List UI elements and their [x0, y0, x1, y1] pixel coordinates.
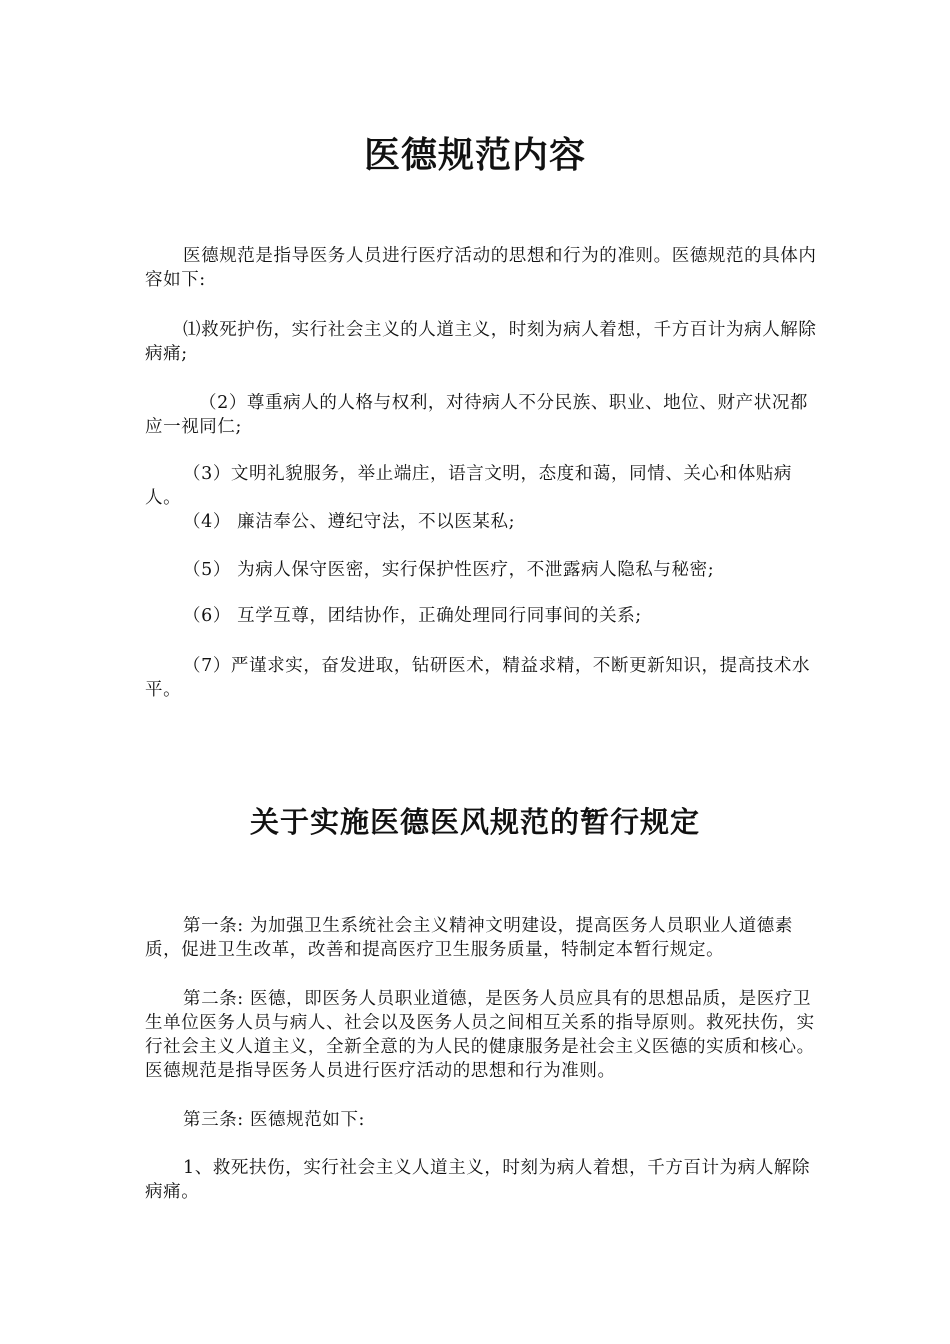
section1-item-6: （6） 互学互尊，团结协作，正确处理同行同事间的关系; — [183, 606, 642, 626]
section1-item-2: （2）尊重病人的人格与权利，对待病人不分民族、职业、地位、财产状况都应一视同仁; — [145, 393, 809, 437]
section1-intro-paragraph: 医德规范是指导医务人员进行医疗活动的思想和行为的准则。医德规范的具体内容如下: — [145, 246, 817, 290]
section1-item-1: ⑴救死护伤，实行社会主义的人道主义，时刻为病人着想，千方百计为病人解除病痛; — [145, 320, 817, 364]
section1-item-5: （5） 为病人保守医密，实行保护性医疗，不泄露病人隐私与秘密; — [183, 560, 715, 580]
section2-title: 关于实施医德医风规范的暂行规定 — [249, 805, 700, 839]
section2-item-1: 1、救死扶伤，实行社会主义人道主义，时刻为病人着想，千方百计为病人解除病痛。 — [145, 1158, 811, 1202]
section2-article-3: 第三条: 医德规范如下: — [183, 1110, 366, 1130]
section1-title: 医德规范内容 — [363, 134, 586, 176]
section1-item-7: （7）严谨求实，奋发进取，钻研医术，精益求精，不断更新知识，提高技术水平。 — [145, 656, 811, 700]
section1-item-4: （4） 廉洁奉公、遵纪守法，不以医某私; — [183, 512, 516, 532]
section2-article-1: 第一条: 为加强卫生系统社会主义精神文明建设，提高医务人员职业人道德素质，促进卫生改革，改善和提高医疗卫生服务质量，特制定本暂行规定。 — [145, 916, 793, 960]
section1-item-3: （3）文明礼貌服务，举止端庄，语言文明，态度和蔼，同情、关心和体贴病人。 — [145, 464, 793, 508]
section2-article-2: 第二条: 医德，即医务人员职业道德，是医务人员应具有的思想品质，是医疗卫生单位医务人员与病人、社会以及医务人员之间相互关系的指导原则。救死扶伤，实行社会主义人道主义，全新全意的为人民的健康服务是社会主义医德的实质和核心。医德规范是指导医务人员进行医疗活动的思想和行为准则。 — [145, 989, 815, 1081]
